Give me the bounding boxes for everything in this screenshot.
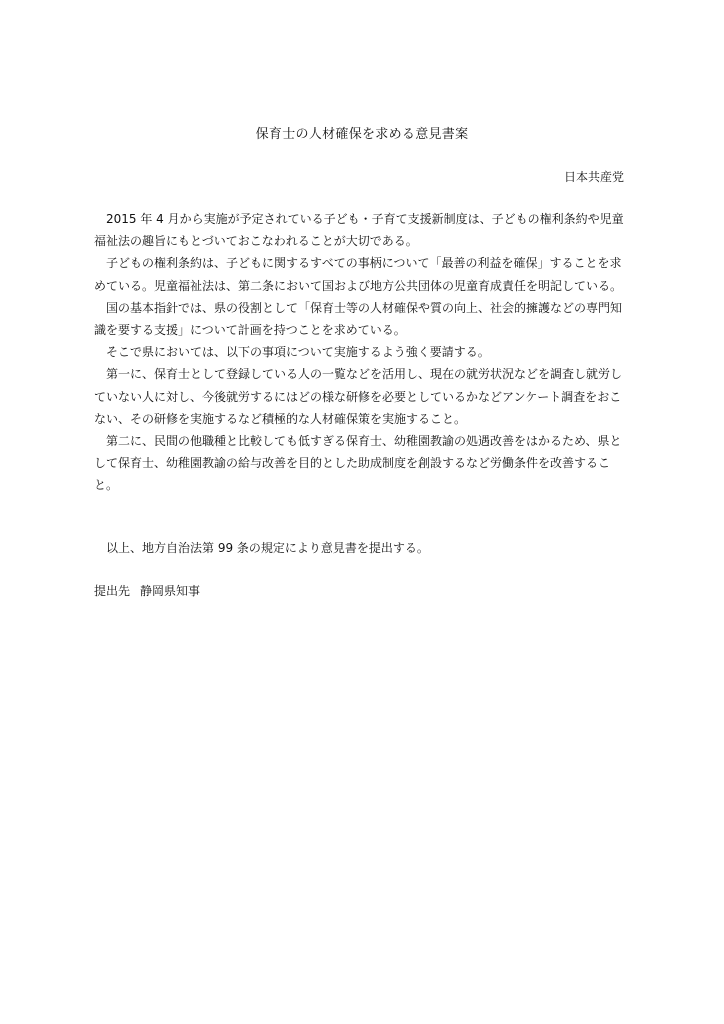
paragraph: 国の基本指針では、県の役割として「保育士等の人材確保や質の向上、社会的擁護などの専門知識を要する支援」について計画を持つことを求めている。 — [94, 300, 623, 338]
document-title: 保育士の人材確保を求める意見書案 — [255, 127, 469, 142]
recipient-label: 提出先 — [94, 584, 131, 598]
document-body — [94, 208, 632, 497]
paragraph: 子どもの権利条約は、子どもに関するすべての事柄について「最善の利益を確保」することを求めている。児童福祉法は、第二条において国および地方公共団体の児童育成責任を明記している。 — [94, 256, 623, 293]
paragraph: 第一に、保育士として登録している人の一覧などを活用し、現在の就労状況などを調査し就労していない人に対し、今後就労するにはどの様な研修を必要としているかなどアンケート調査をおこない、その研修を実施するなど積極的な人材確保策を実施すること。 — [94, 367, 623, 426]
recipient-name: 静岡県知事 — [140, 584, 201, 598]
closing-statement: 以上、地方自治法第 99 条の規定により意見書を提出する。 — [106, 541, 429, 555]
paragraph: そこで県においては、以下の事項について実施するよう強く要請する。 — [106, 345, 490, 360]
paragraph: 第二に、民間の他職種と比較しても低すぎる保育士、幼稚園教諭の処遇改善をはかるため、県として保育士、幼稚園教諭の給与改善を目的とした助成制度を創設するなど労働条件を改善すること。 — [94, 434, 622, 493]
recipient-line — [94, 580, 200, 602]
paragraph: 2015 年 4 月から実施が予定されている子ども・子育て支援新制度は、子どもの権利条約や児童福祉法の趣旨にもとづいておこなわれることが大切である。 — [94, 212, 624, 249]
document-author: 日本共産党 — [563, 170, 624, 184]
